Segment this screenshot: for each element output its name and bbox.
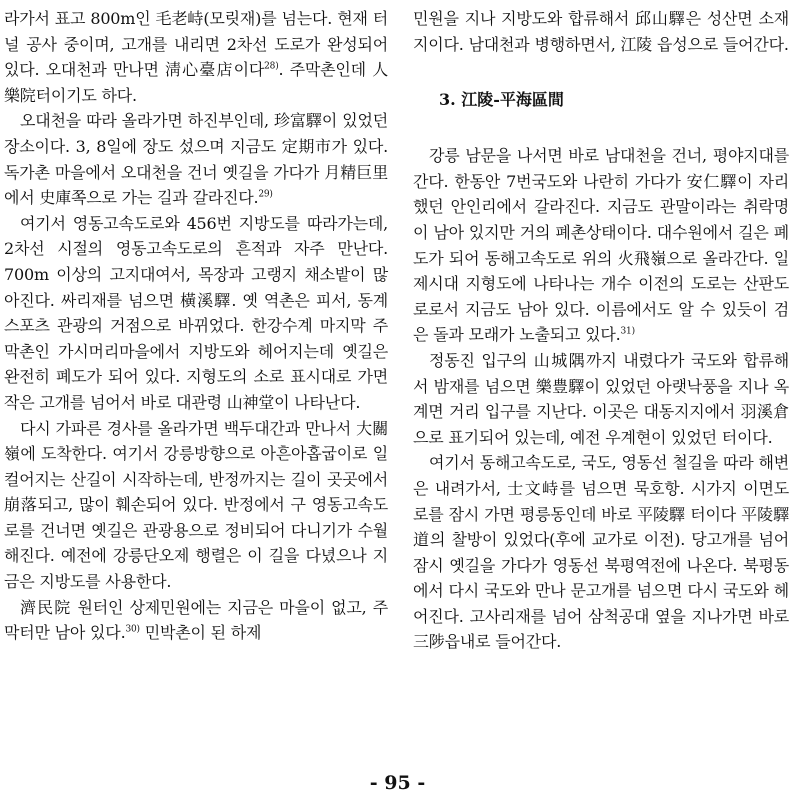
paragraph: 민원을 지나 지방도와 합류해서 邱山驛은 성산면 소재지이다. 남대천과 병행하면서, 江陵 읍성으로 들어간다. bbox=[413, 9, 789, 54]
paragraph-text: 여기서 동해고속도로, 국도, 영동선 철길을 따라 해변은 내려가서, 士文峙를 넘으면 묵호항. 시가지 이면도로를 잠시 가면 평릉동인데 바로 平陵驛 터이다 平陵驛道의 찰방이 있었다(후에 교가로 이전). 당고개를 넘어 잠시 옛길을 가다가 영동선 북평역전에 나온다. 북평동에서 다시 국도와 만나 문고개를 넘으면 다시 국도와 헤어진다. 고사리재를 넘어 삼척공대 옆을 지나가면 바로 三陟읍내로 들어간다. bbox=[413, 453, 789, 652]
paragraph-text: 정동진 입구의 山城隅까지 내렸다가 국도와 합류해서 밤재를 넘으면 樂豊驛이 있었던 아랫낙풍을 지나 옥계면 거리 입구를 지난다. 이곳은 대동지지에서 羽溪倉으로 표기되어 있는데, 예전 우계현이 있었던 터이다. bbox=[413, 350, 789, 447]
paragraph-text: . 주막촌인데 人樂院터이기도 하다. bbox=[4, 60, 388, 105]
right-column bbox=[413, 6, 789, 655]
paragraph bbox=[4, 595, 388, 646]
footnote-ref: 29) bbox=[258, 189, 273, 200]
spacer bbox=[413, 57, 789, 87]
paragraph bbox=[413, 450, 789, 655]
paragraph-text: 여기서 영동고속도로와 456번 지방도를 따라가는데, 2차선 시절의 영동고속도로의 흔적과 자주 만난다. 700m 이상의 고지대여서, 목장과 고랭지 채소밭이 많아진다. 싸리재를 넘으면 橫溪驛. 옛 역촌은 피서, 동계스포츠 관광의 거점으로 바뀌었다. 한강수계 마지막 주막촌인 가시머리마을에서 지방도와 헤어지는데 옛길은 완전히 폐도가 되어 있다. 지형도의 소로 표시대로 가면 작은 고개를 넘어서 바로 대관령 山神堂이 나타난다. bbox=[4, 213, 388, 412]
footnote-ref: 31) bbox=[620, 327, 635, 338]
paragraph bbox=[4, 211, 388, 416]
paragraph-text: 민박촌이 된 하제 bbox=[139, 623, 262, 643]
spacer bbox=[413, 113, 789, 143]
page-number: - 95 - bbox=[369, 772, 426, 794]
paragraph-text: 강릉 남문을 나서면 바로 남대천을 건너, 평야지대를 간다. 한동안 7번국도와 나란히 가다가 安仁驛이 자리했던 안인리에서 갈라진다. 지금도 관말이라는 취락명이 남아 있지만 거의 폐촌상태이다. 대수원에서 길은 폐도가 되어 동해고속도로 위의 火飛嶺으로 올라간다. 일제시대 지형도에 나타나는 개수 이전의 도로는 산판도로로서 지금도 남아 있다. 이름에서도 알 수 있듯이 검은 돌과 모래가 노출되고 있다. bbox=[413, 146, 790, 345]
section-title: 3. 江陵-平海區間 bbox=[439, 90, 564, 110]
paragraph-text: 오대천을 따라 올라가면 하진부인데, 珍富驛이 있었던 장소이다. 3, 8일에 장도 섰으며 지금도 定期市가 있다. 독가촌 마을에서 오대천을 건너 옛길을 가다가 月精巨里에서 史庫쪽으로 가는 길과 갈라진다. bbox=[4, 111, 388, 208]
paragraph-text: 濟民院 원터인 상제민원에는 지금은 마을이 없고, 주막터만 남아 있다. bbox=[4, 597, 388, 643]
paragraph bbox=[413, 143, 789, 348]
paragraph bbox=[413, 348, 789, 450]
footnote-ref: 28) bbox=[264, 61, 279, 72]
left-column bbox=[4, 6, 388, 646]
paragraph-text: 라가서 표고 800m인 毛老峙(모릿재)를 넘는다. 현재 터널 공사 중이며, 고개를 내리면 2차선 도로가 완성되어 있다. 오대천과 만나면 淸心臺店이다 bbox=[4, 9, 388, 80]
footnote-ref: 30) bbox=[125, 624, 140, 635]
paragraph bbox=[4, 6, 388, 108]
paragraph-text: 다시 가파른 경사를 올라가면 백두대간과 만나서 大關嶺에 도착한다. 여기서 강릉방향으로 아흔아홉굽이로 일컬어지는 산길이 시작하는데, 반정까지는 길이 곳곳에서 崩落되고, 많이 훼손되어 있다. 반정에서 구 영동고속도로를 건너면 옛길은 관광용으로 정비되어 다니기가 수월해진다. 예전에 강릉단오제 행렬은 이 길을 다녔으나 지금은 지방도를 사용한다. bbox=[4, 418, 388, 592]
paragraph bbox=[4, 416, 388, 595]
paragraph bbox=[4, 108, 388, 210]
